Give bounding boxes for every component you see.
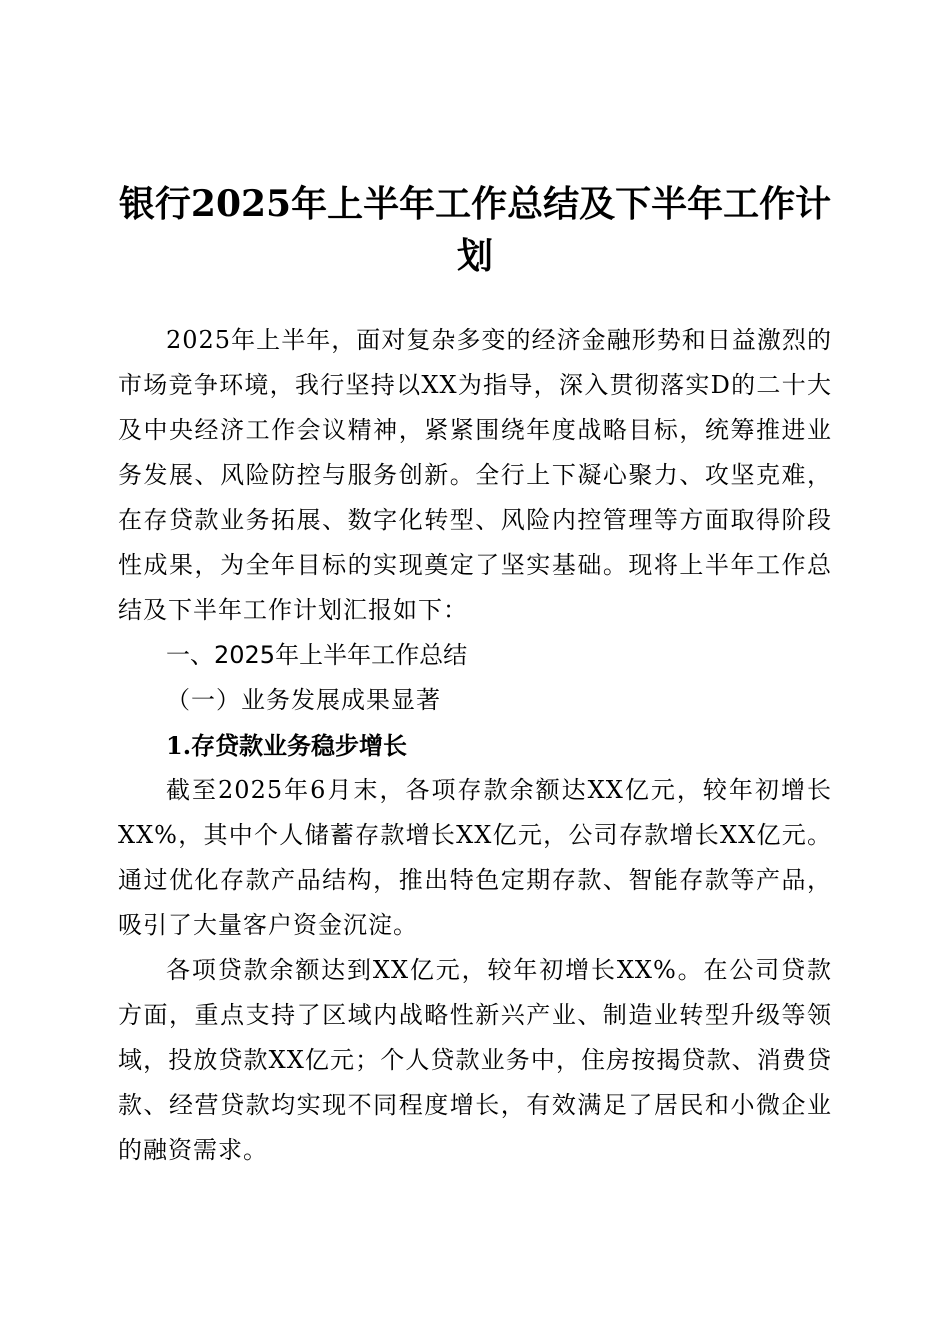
deposits-paragraph: 截至2025年6月末，各项存款余额达XX亿元，较年初增长XX%，其中个人储蓄存款增长XX亿元，公司存款增长XX亿元。通过优化存款产品结构，推出特色定期存款、智能存款等产品，吸引了大量客户资金沉淀。 [118,776,832,939]
document-body [118,318,832,1173]
section-heading: 一、2025年上半年工作总结 [166,641,468,669]
loans-paragraph: 各项贷款余额达到XX亿元，较年初增长XX%。在公司贷款方面，重点支持了区域内战略性新兴产业、制造业转型升级等领域，投放贷款XX亿元；个人贷款业务中，住房按揭贷款、消费贷款、经营贷款均实现不同程度增长，有效满足了居民和小微企业的融资需求。 [118,956,832,1164]
intro-paragraph: 2025年上半年，面对复杂多变的经济金融形势和日益激烈的市场竞争环境，我行坚持以XX为指导，深入贯彻落实D的二十大及中央经济工作会议精神，紧紧围绕年度战略目标，统筹推进业务发展、风险防控与服务创新。全行上下凝心聚力、攻坚克难，在存贷款业务拓展、数字化转型、风险内控管理等方面取得阶段性成果，为全年目标的实现奠定了坚实基础。现将上半年工作总结及下半年工作计划汇报如下： [118,326,832,624]
subsection-heading: （一）业务发展成果显著 [166,686,441,714]
document-title: 银行2025年上半年工作总结及下半年工作计划 [118,183,832,277]
item-heading: 1.存贷款业务稳步增长 [166,731,408,760]
